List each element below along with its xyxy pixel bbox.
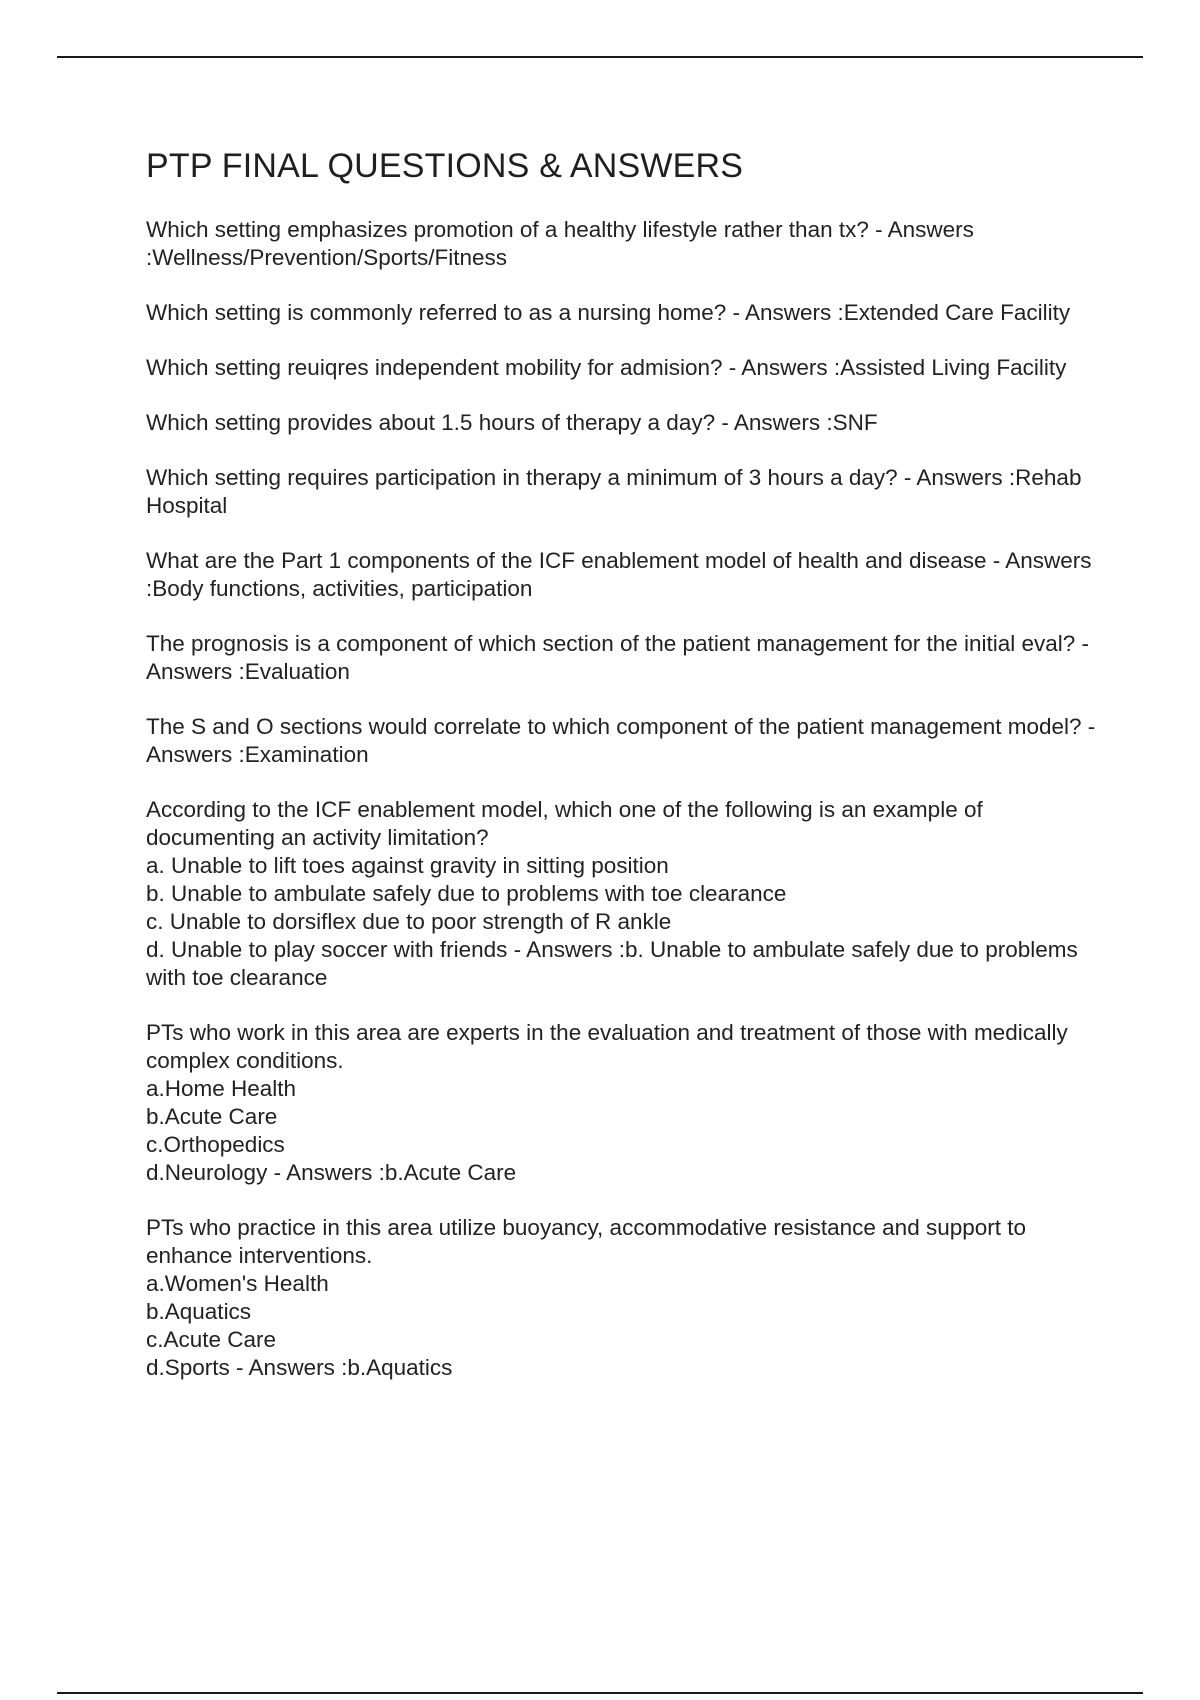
qa-entry-7: The prognosis is a component of which section of the patient management for the initial eval? - Answers :Evaluation: [146, 631, 1095, 684]
qa-entry-5: Which setting requires participation in therapy a minimum of 3 hours a day? - Answers :Rehab Hospital: [146, 465, 1088, 518]
qa-entry-6: What are the Part 1 components of the ICF enablement model of health and disease - Answers :Body functions, activities, participation: [146, 548, 1098, 601]
document-title: PTP FINAL QUESTIONS & ANSWERS: [146, 147, 744, 185]
qa-entry-1: Which setting emphasizes promotion of a healthy lifestyle rather than tx? - Answers :Wellness/Prevention/Sports/Fitness: [146, 217, 981, 270]
qa-entry-11: PTs who practice in this area utilize buoyancy, accommodative resistance and support to enhance interventions. a.Women's Health b.Aquatics c.Acute Care d.Sports - Answers :b.Aquatics: [146, 1215, 1027, 1380]
qa-entry-4: Which setting provides about 1.5 hours of therapy a day? - Answers :SNF: [146, 410, 878, 435]
qa-entry-2: Which setting is commonly referred to as a nursing home? - Answers :Extended Care Facility: [146, 300, 1071, 325]
qa-entry-10: PTs who work in this area are experts in the evaluation and treatment of those with medically complex conditions. a.Home Health b.Acute Care c.Orthopedics d.Neurology - Answers :b.Acute Care: [146, 1020, 1068, 1185]
qa-entry-3: Which setting reuiqres independent mobility for admision? - Answers :Assisted Living Facility: [146, 355, 1067, 380]
bottom-rule: [57, 1692, 1143, 1694]
qa-entry-9: According to the ICF enablement model, which one of the following is an example of documenting an activity limitation? a. Unable to lift toes against gravity in sitting position b. Unable to ambulate safely due to problems with toe clearance c. Unable to dorsiflex due to poor strength of R ankle d. Unable to play soccer with friends - Answers :b. Unable to ambulate safely due to problems with toe clearance: [146, 797, 1078, 990]
document-body: [146, 144, 1101, 1409]
top-rule: [57, 56, 1143, 58]
qa-entry-8: The S and O sections would correlate to which component of the patient management model? - Answers :Examination: [146, 714, 1101, 767]
